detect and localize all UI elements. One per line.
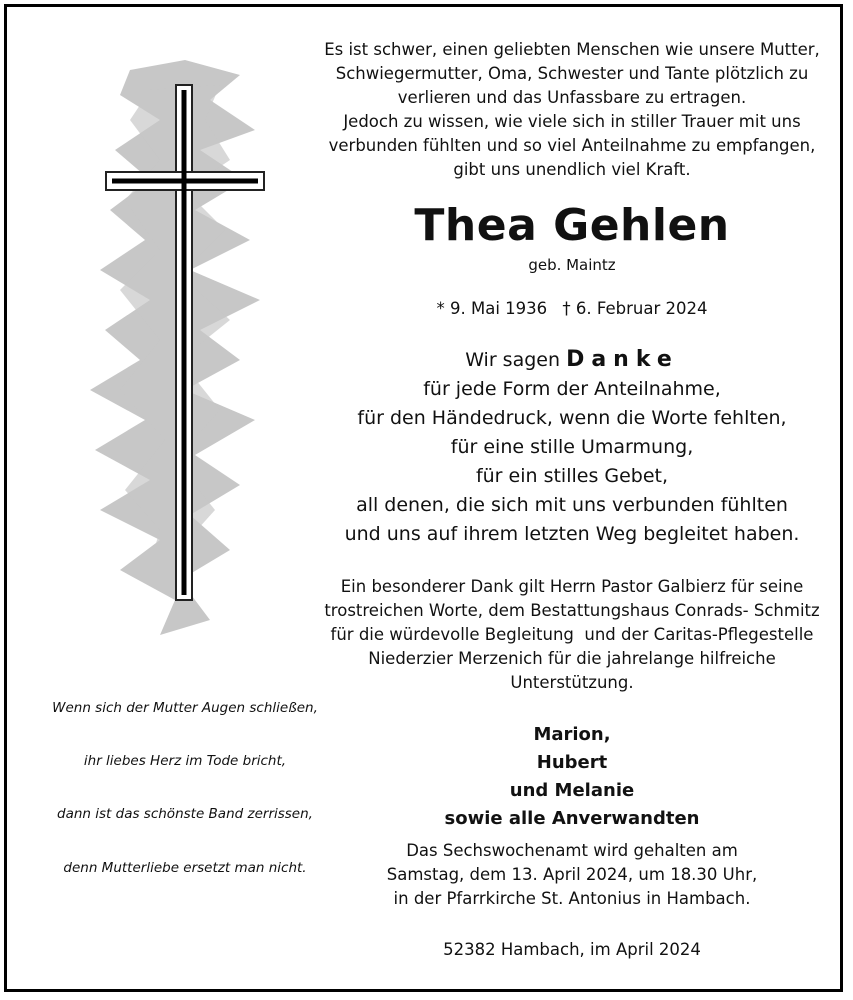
notice-text	[322, 38, 822, 962]
thanks-line: für den Händedruck, wenn die Worte fehlten,	[357, 407, 787, 429]
special-thanks-line: für die würdevolle Begleitung und der Caritas-Pflegestelle	[330, 625, 814, 644]
cross-artwork	[90, 60, 290, 640]
intro-line: Es ist schwer, einen geliebten Menschen wie unsere Mutter,	[324, 40, 820, 59]
thanks-line: all denen, die sich mit uns verbunden fühlten	[356, 494, 788, 516]
intro-line: Schwiegermutter, Oma, Schwester und Tante plötzlich zu	[335, 64, 809, 83]
intro-line: Jedoch zu wissen, wie viele sich in stiller Trauer mit uns	[343, 112, 801, 131]
special-thanks-line: Ein besonderer Dank gilt Herrn Pastor Galbierz für seine	[340, 577, 804, 596]
intro-line: gibt uns unendlich viel Kraft.	[453, 160, 691, 179]
thanks-line: für eine stille Umarmung,	[450, 436, 694, 458]
special-thanks-line: Niederzier Merzenich für die jahrelange hilfreiche	[368, 649, 776, 668]
intro-line: verlieren und das Unfassbare zu ertragen.	[397, 88, 747, 107]
poem-line: dann ist das schönste Band zerrissen,	[57, 806, 313, 823]
special-thanks	[322, 575, 822, 695]
service-line: Samstag, dem 13. April 2024, um 18.30 Uhr,	[386, 865, 758, 884]
service-line: Das Sechswochenamt wird gehalten am	[406, 841, 738, 860]
family-line: Marion,	[533, 724, 611, 745]
thanks-line: für ein stilles Gebet,	[475, 465, 669, 487]
thanks-line: und uns auf ihrem letzten Weg begleitet haben.	[344, 523, 800, 545]
family-line: Hubert	[536, 752, 608, 773]
place-date: 52382 Hambach, im April 2024	[443, 940, 701, 959]
family-signature	[322, 721, 822, 833]
family-line: sowie alle Anverwandten	[444, 808, 700, 829]
thanks-prefix: Wir sagen	[465, 349, 567, 371]
death-date: † 6. Februar 2024	[562, 299, 708, 318]
poem	[20, 700, 350, 913]
life-dates	[322, 297, 822, 321]
thanks-block	[322, 345, 822, 549]
family-line: und Melanie	[509, 780, 635, 801]
intro-line: verbunden fühlten und so viel Anteilnahme zu empfangen,	[328, 136, 816, 155]
special-thanks-line: trostreichen Worte, dem Bestattungshaus Conrads- Schmitz	[324, 601, 820, 620]
thanks-heading	[322, 345, 822, 375]
service-line: in der Pfarrkirche St. Antonius in Hambach.	[393, 889, 751, 908]
poem-line: Wenn sich der Mutter Augen schließen,	[52, 700, 318, 716]
thanks-line: für jede Form der Anteilnahme,	[423, 378, 721, 400]
poem-line: ihr liebes Herz im Tode bricht,	[83, 753, 287, 770]
birth-date: * 9. Mai 1936	[436, 299, 548, 318]
poem-line: denn Mutterliebe ersetzt man nicht.	[63, 859, 307, 876]
deceased-name: Thea Gehlen	[414, 200, 730, 251]
thanks-word: Danke	[566, 347, 679, 372]
birth-name: geb. Maintz	[528, 256, 616, 274]
intro-text	[322, 38, 822, 182]
special-thanks-line: Unterstützung.	[510, 673, 634, 692]
service-info	[322, 839, 822, 911]
